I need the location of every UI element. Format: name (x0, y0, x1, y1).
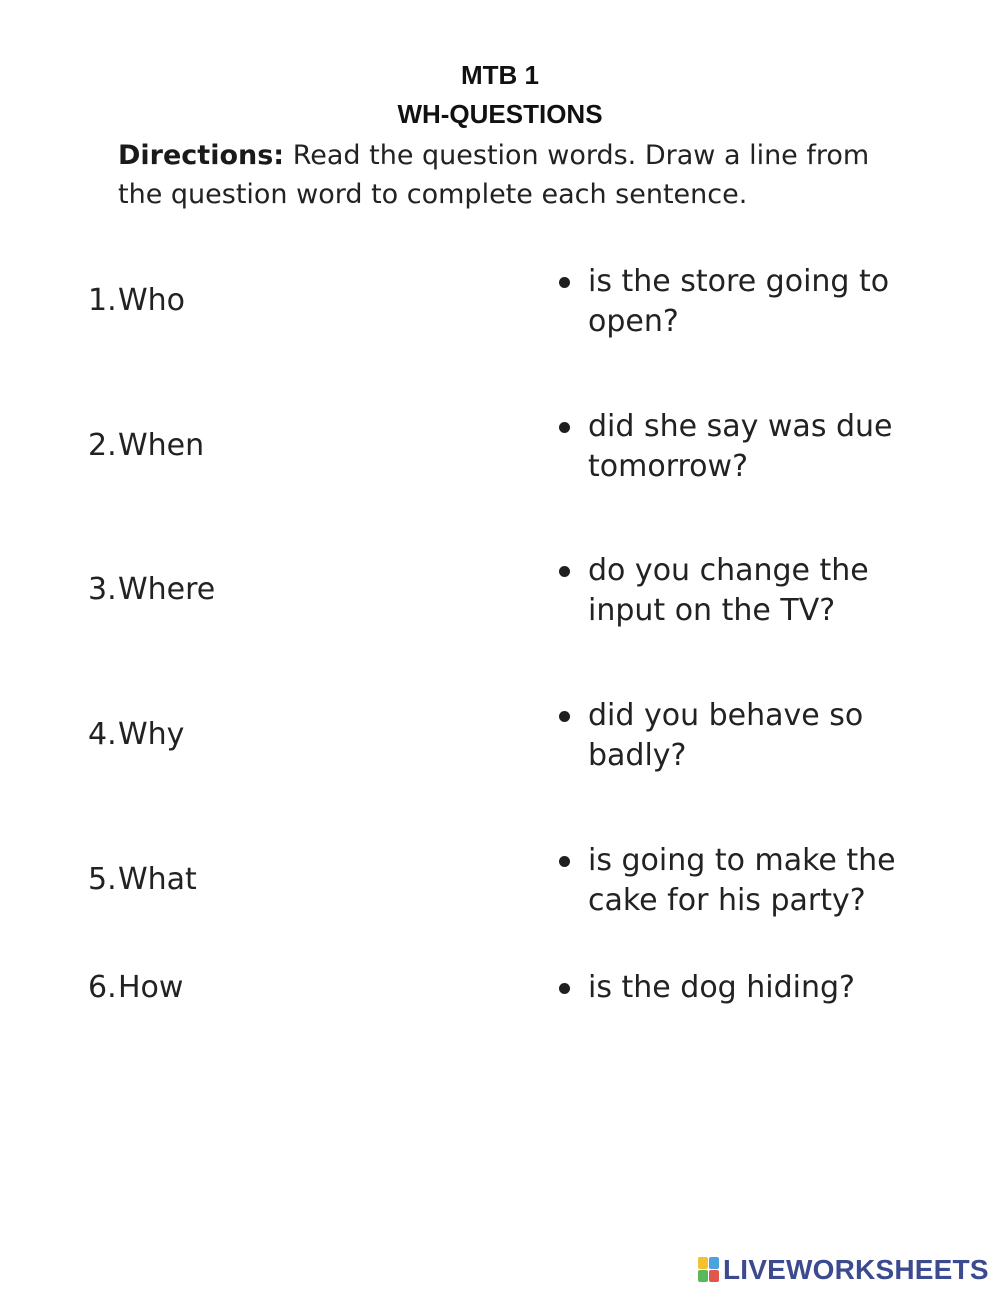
question-item[interactable] (88, 717, 184, 753)
bullet-dot-icon (559, 711, 570, 722)
logo-text: LIVEWORKSHEETS (723, 1254, 989, 1285)
bullet-dot-icon (559, 277, 570, 288)
answer-text: is the store going to open? (588, 264, 890, 339)
worksheet-title: WH-QUESTIONS (397, 99, 603, 129)
bullet-dot-icon (559, 856, 570, 867)
liveworksheets-logo-icon (698, 1257, 720, 1283)
question-item[interactable] (88, 283, 185, 319)
question-word: Who (118, 283, 186, 318)
answer-text: did you behave so badly? (588, 698, 864, 773)
answer-item[interactable] (556, 407, 936, 487)
question-number: 5. (88, 862, 117, 897)
bullet-dot-icon (559, 566, 570, 577)
question-word: Why (118, 717, 185, 752)
answer-item[interactable] (556, 696, 936, 776)
question-word: How (118, 970, 184, 1005)
question-item[interactable] (88, 428, 204, 464)
answer-text: is the dog hiding? (588, 970, 855, 1005)
directions-label: Directions: (118, 140, 285, 171)
answer-text: did she say was due tomorrow? (588, 409, 893, 484)
answer-text: do you change the input on the TV? (588, 553, 869, 628)
question-item[interactable] (88, 862, 197, 898)
answer-item[interactable] (556, 262, 936, 342)
question-word: What (118, 862, 197, 897)
answer-item[interactable] (556, 968, 936, 1008)
bullet-dot-icon (559, 422, 570, 433)
answer-text: is going to make the cake for his party? (588, 843, 896, 918)
question-number: 3. (88, 572, 117, 607)
liveworksheets-logo (698, 1253, 989, 1287)
directions (118, 136, 918, 214)
question-number: 6. (88, 970, 117, 1005)
question-number: 1. (88, 283, 117, 318)
question-item[interactable] (88, 572, 215, 608)
question-word: When (118, 428, 205, 463)
answer-item[interactable] (556, 841, 936, 921)
directions-text: Read the question words. Draw a line from the question word to complete each sentence. (118, 140, 870, 210)
question-item[interactable] (88, 970, 183, 1006)
question-word: Where (118, 572, 216, 607)
answer-item[interactable] (556, 551, 936, 631)
bullet-dot-icon (559, 983, 570, 994)
question-number: 4. (88, 717, 117, 752)
worksheet-subject: MTB 1 (461, 60, 539, 90)
question-number: 2. (88, 428, 117, 463)
